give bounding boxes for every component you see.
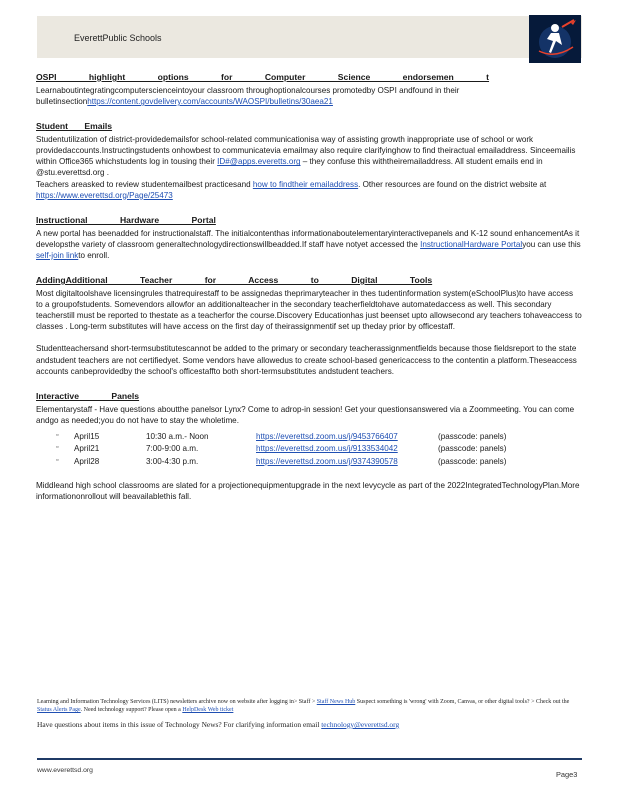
footer-question	[37, 720, 399, 729]
session-date: April21	[74, 444, 100, 454]
list-item	[36, 444, 582, 457]
section-text: A new portal has beenadded for instructionalstaff. The initialcontenthas informationaboutelementaryinteractivepanels and K-12 sound enhancementAs it developsthe variety of classroom generaltechnologydirectionswillbeadded.If staff have notyet accessed the	[36, 228, 580, 249]
section-body-additional-teacher: Most digitaltoolshave licensingrules thatrequirestaff to be assignedas theprimaryteacher in thes tudentinformation system(eSchoolPlus)to have access to a groupofstudents. Somevendors allowfor an additionalteacher in the secondary teacherfieldtohave automatedaccess as well. This secondary teacherstill must be reported to thestate as a teacherfor the course.Discovery Educationhas just beenset upto allowsecond ary teachers tohaveaccess to classes . Long-term substitutes will have access on the first day of theirassignmentif set up theday prior by officestaff.	[36, 289, 582, 332]
list-item	[36, 432, 582, 445]
section-text: Studentutilization of district-providedemailsfor school-related communicationisa way of assisting growth inappropriate use of school or work providedaccounts.Instructingstudents onhowbest to communicatevia emailmay also require clarifyinghow to find theiractual emailaddress. Sinceemailis within Office365 whichstudents log in tousing their	[36, 135, 576, 167]
section-text: to enroll.	[78, 250, 110, 260]
footer-site: www.everettsd.org	[37, 767, 93, 774]
newsletter-body	[36, 72, 582, 503]
footer-text: Suspect something is 'wrong' with Zoom, Canvas, or other digital tools? > Check out the	[355, 699, 570, 705]
session-list	[36, 432, 582, 470]
zoom-link[interactable]: https://everettsd.zoom.us/j/9133534042	[256, 444, 398, 454]
session-time: 3:00-4:30 p.m.	[146, 456, 199, 466]
session-date: April28	[74, 456, 100, 466]
hardware-portal-link[interactable]: InstructionalHardware Portal	[420, 239, 523, 249]
helpdesk-ticket-link[interactable]: HelpDesk Web ticket	[182, 707, 234, 713]
session-time: 7:00-9:00 a.m.	[146, 444, 199, 454]
district-page-link[interactable]: https://www.everettsd.org/Page/25473	[36, 190, 173, 200]
bullet-icon: ▫	[56, 456, 59, 464]
section-body-interactive-panels: Elementarystaff - Have questions aboutthe panelsor Lynx? Come to adrop-in session! Get your questionsanswered via a Zoommeeting. You can come andgo as needed;you do not have to stay the wholetime.	[36, 404, 575, 425]
technology-email-link[interactable]: technology@everettsd.org	[321, 720, 400, 729]
student-id-email-link[interactable]: ID#@apps.everetts.org	[217, 157, 301, 167]
session-passcode: (passcode: panels)	[438, 456, 507, 466]
section-body-hardware-portal	[36, 228, 582, 261]
section-text: . Other resources are found on the district website at	[358, 179, 547, 189]
find-email-link[interactable]: how to findtheir emailaddress	[252, 179, 359, 189]
footer-text: Learning and Information Technology Services (LITS) newsletters archive now on website after logging in> Staff >	[37, 699, 317, 705]
session-passcode: (passcode: panels)	[438, 431, 507, 441]
session-time: 10:30 a.m.- Noon	[146, 431, 209, 441]
footer-text: . Need technology support? Please open a	[80, 707, 183, 713]
district-logo	[529, 15, 581, 63]
section-title-additional-teacher: AddingAdditional Teacher for Access to Digital Tools	[36, 275, 433, 286]
ospi-bulletin-link[interactable]: https://content.govdelivery.com/accounts/WAOSPI/bulletins/30aea21	[87, 97, 333, 107]
school-name: EverettPublic Schools	[74, 33, 162, 43]
session-date: April15	[74, 431, 100, 441]
zoom-link[interactable]: https://everettsd.zoom.us/j/9374390578	[256, 456, 398, 466]
session-passcode: (passcode: panels)	[438, 444, 507, 454]
section-text: – they confuse this withtheiremailaddress. All student emails end in @stu.everettsd.org .	[36, 157, 543, 178]
section-title-interactive-panels: Interactive Panels	[36, 390, 140, 401]
section-title-student-emails: Student Emails	[36, 121, 113, 132]
section-body-student-teachers: Studentteachersand short-termsubstitutescannot be added to the primary or secondary teacherassignmentfields because those fieldsreport to the state andstudent teachers are not certifiedyet. Some vendors have allowedus to create school-based genericaccess to the contentin a platform.Theseaccess accounts canbeprovidedby the school's officestaffto both short-termsubstitutes andstudent teachers.	[36, 344, 577, 376]
section-text: you can use this	[522, 239, 581, 249]
footer-text: Have questions about items in this issue of Technology News? For clarifying information email	[37, 720, 322, 729]
section-title-hardware-portal: Instructional Hardware Portal	[36, 214, 216, 225]
staff-news-hub-link[interactable]: Staff News Hub	[316, 699, 356, 705]
footer-note	[37, 698, 582, 714]
section-body-projection-upgrade: Middleand high school classrooms are slated for a projectionequipmentupgrade in the next levycycle as part of the 2022IntegratedTechnologyPlan.More informationonrollout will beavailablethis fall.	[36, 481, 580, 502]
section-text: Learnaboutintegratingcomputerscienceintoyour classroom throughoptionalcourses promotedby OSPI andfound in their bulletinsection	[36, 86, 460, 107]
bullet-icon: ▫	[56, 444, 59, 452]
status-alerts-link[interactable]: Status Alerts Page	[37, 707, 81, 713]
section-text: Teachers areasked to review studentemailbest practicesand	[36, 179, 253, 189]
section-body-osp	[36, 85, 582, 107]
self-join-link[interactable]: self-join link	[36, 250, 79, 260]
bullet-icon: ▫	[56, 431, 59, 439]
page-number: Page3	[556, 770, 578, 779]
section-body-student-emails	[36, 134, 582, 201]
list-item	[36, 457, 582, 470]
footer-divider	[37, 758, 582, 760]
section-title-osp: OSPI highlight options for Computer Science endorsemen t	[36, 72, 490, 82]
zoom-link[interactable]: https://everettsd.zoom.us/j/9453766407	[256, 431, 398, 441]
